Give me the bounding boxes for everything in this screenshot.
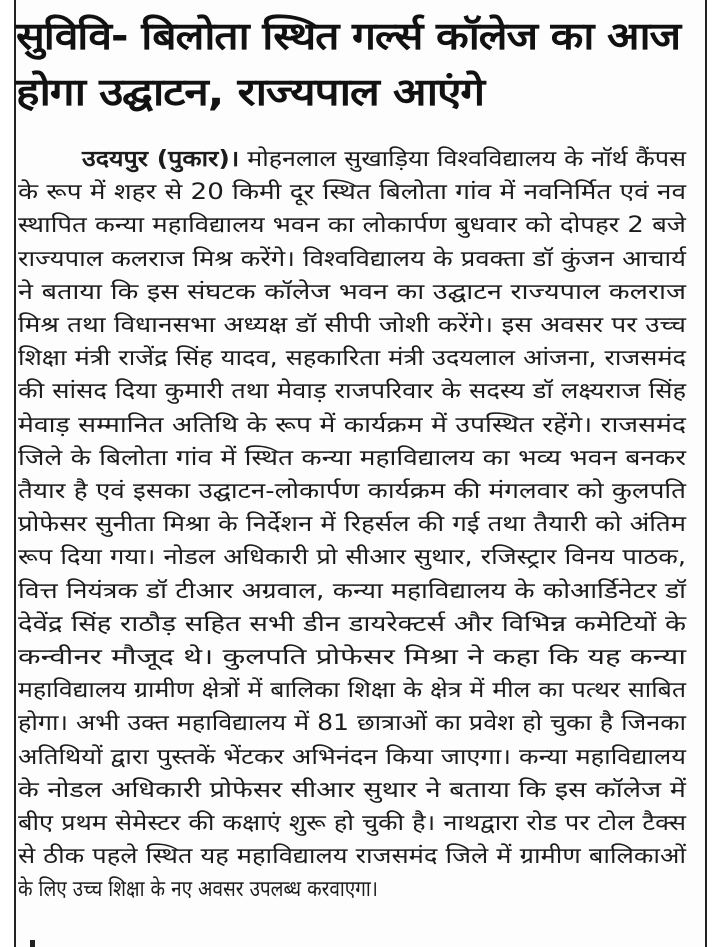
body-line-20: के नोडल अधिकारी प्रोफेसर सीआर सुथार ने बताया कि इस कॉलेज में: [18, 777, 686, 803]
body-line-17: महाविद्यालय ग्रामीण क्षेत्रों में बालिका शिक्षा के क्षेत्र में मील का पत्थर साबित: [18, 678, 686, 704]
body-line-9: मेवाड़ सम्मानित अतिथि के रूप में कार्यक्रम में उपस्थित रहेंगे। राजसमंद: [18, 412, 686, 438]
body-line-12: प्रोफेसर सुनीता मिश्रा के निर्देशन में रिहर्सल की गई तथा तैयारी को अंतिम: [18, 512, 686, 538]
body-line-21: बीए प्रथम सेमेस्टर की कक्षाएं शुरू हो चुकी है। नाथद्वारा रोड पर टोल टैक्स: [18, 811, 686, 837]
body-line-7: शिक्षा मंत्री राजेंद्र सिंह यादव, सहकारिता मंत्री उदयलाल आंजना, राजसमंद: [18, 346, 686, 372]
body-line-2: के रूप में शहर से 20 किमी दूर स्थित बिलोता गांव में नवनिर्मित एवं नव: [18, 180, 686, 206]
body-line-11: तैयार है एवं इसका उद्घाटन-लोकार्पण कार्यक्रम की मंगलवार को कुलपति: [18, 479, 687, 505]
dateline: उदयपुर (पुकार)।: [82, 147, 240, 172]
body-line-19: अतिथियों द्वारा पुस्तकें भेंटकर अभिनंदन किया जाएगा। कन्या महाविद्यालय: [18, 744, 686, 770]
body-line-23: के लिए उच्च शिक्षा के नए अवसर उपलब्ध करवाएगा।: [18, 877, 378, 903]
body-line-13: रूप दिया गया। नोडल अधिकारी प्रो सीआर सुथार, रजिस्ट्रार विनय पाठक,: [18, 545, 686, 571]
body-text-segment: मोहनलाल सुखाड़िया विश्वविद्यालय के नॉर्थ कैंपस: [239, 147, 687, 172]
body-line-18: होगा। अभी उक्त महाविद्यालय में 81 छात्राओं का प्रवेश हो चुका है जिनका: [18, 711, 686, 737]
body-line-8: की सांसद दिया कुमारी तथा मेवाड़ राजपरिवार के सदस्य डॉ लक्ष्यराज सिंह: [18, 379, 686, 405]
body-line-1: [18, 143, 686, 176]
body-line-3: स्थापित कन्या महाविद्यालय भवन का लोकार्पण बुधवार को दोपहर 2 बजे: [18, 213, 686, 239]
headline: [16, 8, 686, 120]
article-body: [18, 143, 686, 907]
body-line-15: देवेंद्र सिंह राठौड़ सहित सभी डीन डायरेक्टर्स और विभिन्न कमेटियों के: [18, 611, 687, 637]
body-line-14: वित्त नियंत्रक डॉ टीआर अग्रवाल, कन्या महाविद्यालय के कोआर्डिनेटर डॉ: [18, 578, 687, 604]
body-line-5: ने बताया कि इस संघटक कॉलेज भवन का उद्घाटन राज्यपाल कलराज: [18, 279, 687, 305]
next-column-fragment: [30, 940, 35, 947]
headline-line-2: होगा उद्घाटन, राज्यपाल आएंगे: [16, 70, 484, 114]
body-line-10: जिले के बिलोता गांव में स्थित कन्या महाविद्यालय का भव्य भवन बनकर: [18, 445, 686, 471]
body-line-22: से ठीक पहले स्थित यह महाविद्यालय राजसमंद जिले में ग्रामीण बालिकाओं: [18, 844, 686, 870]
headline-line-1: सुविवि- बिलोता स्थित गर्ल्स कॉलेज का आज: [16, 14, 680, 58]
body-line-4: राज्यपाल कलराज मिश्र करेंगे। विश्वविद्यालय के प्रवक्ता डॉ कुंजन आचार्य: [18, 246, 687, 272]
body-line-6: मिश्र तथा विधानसभा अध्यक्ष डॉ सीपी जोशी करेंगे। इस अवसर पर उच्च: [18, 313, 686, 339]
body-line-16: कन्वीनर मौजूद थे। कुलपति प्रोफेसर मिश्रा ने कहा कि यह कन्या: [18, 645, 687, 671]
